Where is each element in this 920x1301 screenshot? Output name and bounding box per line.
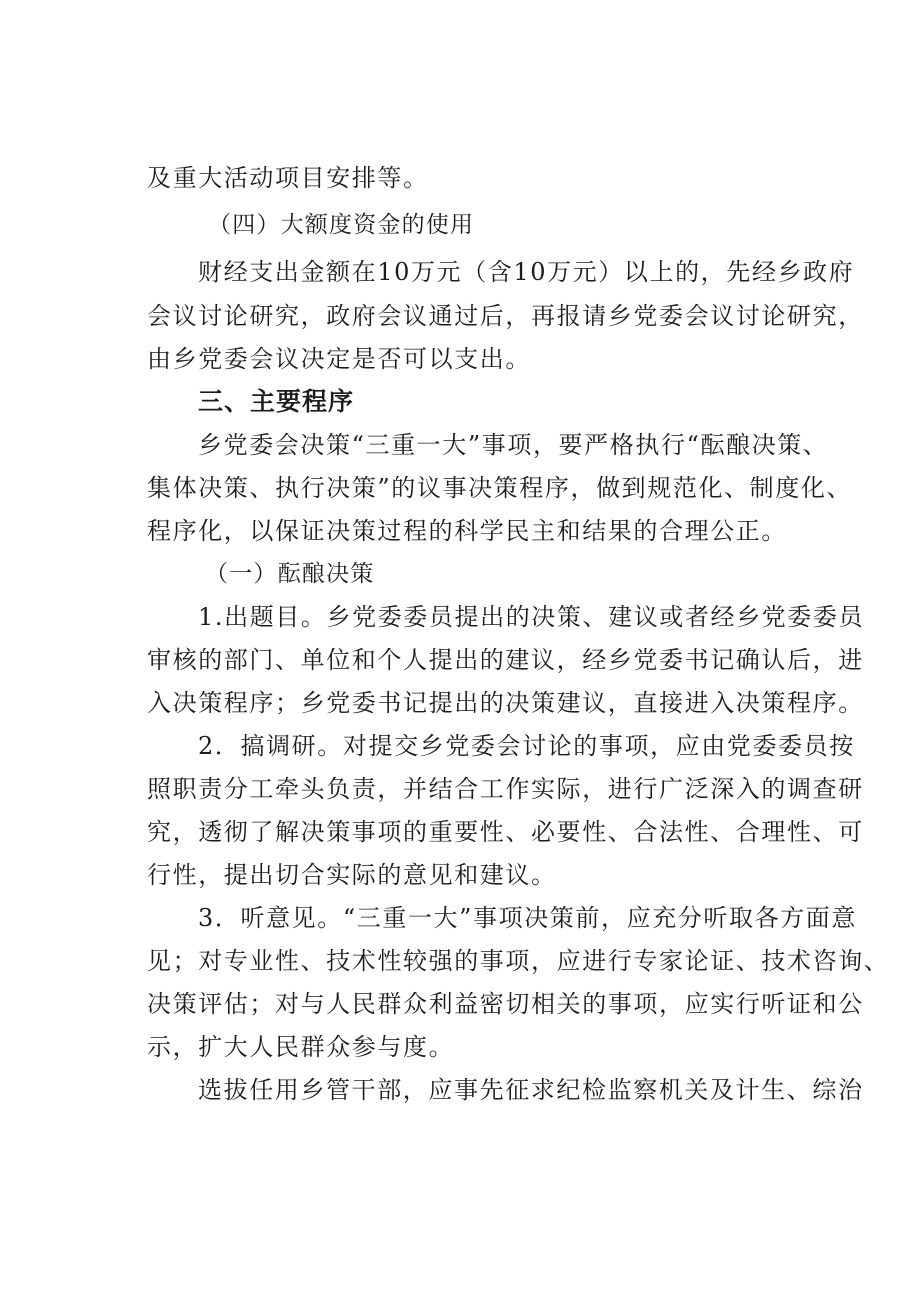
paragraph-line: 乡党委会决策“三重一大”事项，要严格执行“酝酿决策、 [198, 431, 829, 459]
text-line: 程序化，以保证决策过程的科学民主和结果的合理公正。 [147, 517, 787, 545]
text-line: 会议讨论研究，政府会议通过后，再报请乡党委会议讨论研究， [147, 302, 864, 330]
text-line: 示，扩大人民群众参与度。 [147, 1033, 455, 1061]
section-subheading: （四）大额度资金的使用 [208, 212, 475, 238]
paragraph-line: 选拔任用乡管干部，应事先征求纪检监察机关及计生、综治 [198, 1076, 864, 1104]
text-line: 见；对专业性、技术性较强的事项，应进行专家论证、技术咨询、 [147, 947, 890, 975]
text-line: 入决策程序；乡党委书记提出的决策建议，直接进入决策程序。 [147, 689, 864, 717]
text-line: 行性，提出切合实际的意见和建议。 [147, 861, 557, 889]
paragraph-line: 2．搞调研。对提交乡党委会讨论的事项，应由党委委员按 [198, 732, 855, 760]
paragraph-line: 1.出题目。乡党委委员提出的决策、建议或者经乡党委委员 [198, 603, 865, 631]
text-line: 审核的部门、单位和个人提出的建议，经乡党委书记确认后，进 [147, 646, 864, 674]
section-heading: 三、主要程序 [198, 387, 355, 416]
text-line: 照职责分工牵头负责，并结合工作实际，进行广泛深入的调查研 [147, 775, 864, 803]
text-line: 由乡党委会议决定是否可以支出。 [147, 345, 531, 373]
text-line: 究，透彻了解决策事项的重要性、必要性、合法性、合理性、可 [147, 818, 864, 846]
text-line: 决策评估；对与人民群众利益密切相关的事项，应实行听证和公 [147, 990, 864, 1018]
paragraph-line: 财经支出金额在10万元（含10万元）以上的，先经乡政府 [198, 258, 855, 286]
paragraph-line: 3．听意见。“三重一大”事项决策前，应充分听取各方面意 [198, 904, 858, 932]
text-line: 及重大活动项目安排等。 [147, 164, 429, 192]
text-line: 集体决策、执行决策”的议事决策程序，做到规范化、制度化、 [147, 474, 853, 502]
section-subheading: （一）酝酿决策 [205, 561, 375, 587]
